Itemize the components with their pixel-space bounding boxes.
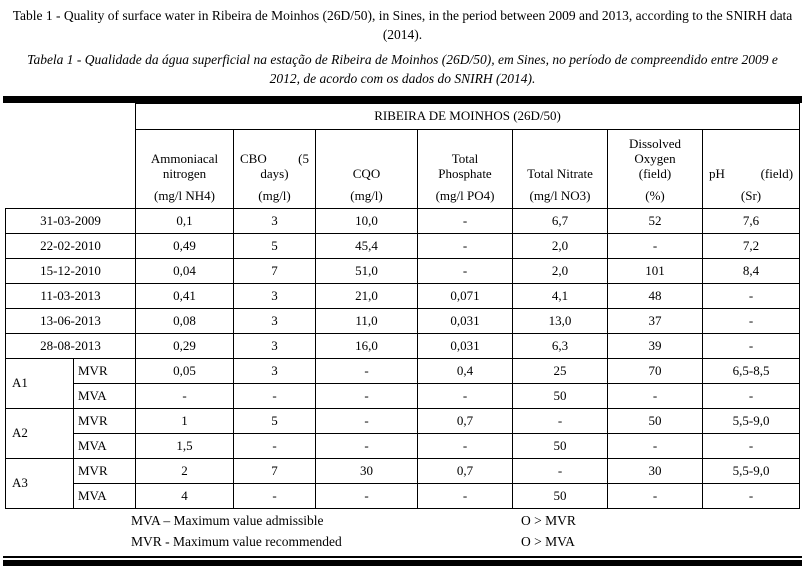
column-header-ammoniacal-nitrogen <box>136 129 234 208</box>
limit-type-cell: MVA <box>74 433 136 458</box>
table-row <box>6 458 800 483</box>
value-cell-cbo: 3 <box>234 358 316 383</box>
value-cell-ph: 7,6 <box>703 208 800 233</box>
value-cell-dissolved-oxygen: 50 <box>608 408 703 433</box>
value-cell-cqo: 51,0 <box>316 258 418 283</box>
column-unit: (mg/l NO3) <box>529 187 591 203</box>
value-cell-cbo: - <box>234 433 316 458</box>
value-cell-ph: - <box>703 383 800 408</box>
table-row <box>6 383 800 408</box>
value-cell-ph: 6,5-8,5 <box>703 358 800 383</box>
column-name: Ammoniacal nitrogen <box>150 150 219 182</box>
value-cell-cbo: 7 <box>234 258 316 283</box>
value-cell-ph: 8,4 <box>703 258 800 283</box>
value-cell-ammoniacal-nitrogen: 0,1 <box>136 208 234 233</box>
class-cell-a2: A2 <box>6 408 74 458</box>
table-top-rule <box>3 96 802 103</box>
class-cell-a1: A1 <box>6 358 74 408</box>
value-cell-total-nitrate: 50 <box>513 483 608 508</box>
value-cell-total-nitrate: 25 <box>513 358 608 383</box>
value-cell-ph: 5,5-9,0 <box>703 458 800 483</box>
value-cell-ammoniacal-nitrogen: 4 <box>136 483 234 508</box>
bottom-thin-line <box>3 556 802 558</box>
value-cell-total-phosphate: 0,031 <box>418 333 513 358</box>
value-cell-ammoniacal-nitrogen: 0,49 <box>136 233 234 258</box>
value-cell-ammoniacal-nitrogen: 0,29 <box>136 333 234 358</box>
table-row <box>6 433 800 458</box>
value-cell-total-phosphate: - <box>418 208 513 233</box>
column-header-ph <box>703 129 800 208</box>
value-cell-cbo: 3 <box>234 283 316 308</box>
value-cell-dissolved-oxygen: 70 <box>608 358 703 383</box>
column-header-cqo <box>316 129 418 208</box>
value-cell-ph: - <box>703 333 800 358</box>
value-cell-total-phosphate: 0,071 <box>418 283 513 308</box>
table-caption-english: Table 1 - Quality of surface water in Ribeira de Moinhos (26D/50), in Sines, in the period between 2009 and 2013, according to the SNIRH data (2014). <box>12 8 793 42</box>
date-cell: 13-06-2013 <box>6 308 136 333</box>
table-row <box>6 408 800 433</box>
value-cell-ph: - <box>703 483 800 508</box>
class-cell-a3: A3 <box>6 458 74 508</box>
value-cell-ammoniacal-nitrogen: 0,08 <box>136 308 234 333</box>
date-cell: 28-08-2013 <box>6 333 136 358</box>
value-cell-cqo: 45,4 <box>316 233 418 258</box>
value-cell-dissolved-oxygen: 37 <box>608 308 703 333</box>
date-cell: 22-02-2010 <box>6 233 136 258</box>
column-unit: (mg/l NH4) <box>153 187 216 203</box>
value-cell-total-nitrate: - <box>513 408 608 433</box>
value-cell-total-nitrate: 2,0 <box>513 233 608 258</box>
value-cell-dissolved-oxygen: - <box>608 233 703 258</box>
value-cell-cqo: 16,0 <box>316 333 418 358</box>
column-unit: (mg/l) <box>350 187 383 203</box>
value-cell-cbo: - <box>234 383 316 408</box>
date-cell: 11-03-2013 <box>6 283 136 308</box>
limit-type-cell: MVA <box>74 383 136 408</box>
value-cell-ammoniacal-nitrogen: 0,41 <box>136 283 234 308</box>
value-cell-cqo: 11,0 <box>316 308 418 333</box>
column-name: Total Nitrate <box>527 166 593 182</box>
value-cell-cbo: 3 <box>234 208 316 233</box>
value-cell-ammoniacal-nitrogen: - <box>136 383 234 408</box>
value-cell-total-nitrate: 4,1 <box>513 283 608 308</box>
value-cell-total-nitrate: 6,7 <box>513 208 608 233</box>
value-cell-dissolved-oxygen: - <box>608 383 703 408</box>
value-cell-cbo: 7 <box>234 458 316 483</box>
value-cell-dissolved-oxygen: 48 <box>608 283 703 308</box>
station-header-cell: RIBEIRA DE MOINHOS (26D/50) <box>136 103 800 129</box>
value-cell-total-phosphate: 0,7 <box>418 458 513 483</box>
value-cell-dissolved-oxygen: 39 <box>608 333 703 358</box>
value-cell-ph: - <box>703 433 800 458</box>
value-cell-cqo: - <box>316 408 418 433</box>
station-header-row <box>6 103 800 129</box>
column-name: Dissolved Oxygen (field) <box>629 135 681 182</box>
column-header-cbo <box>234 129 316 208</box>
limit-type-cell: MVA <box>74 483 136 508</box>
legend-oxygen-mva: O > MVA <box>521 533 575 549</box>
value-cell-dissolved-oxygen: - <box>608 433 703 458</box>
value-cell-total-nitrate: - <box>513 458 608 483</box>
table-caption-portuguese: Tabela 1 - Qualidade da água superficial na estação de Ribeira de Moinhos (26D/50), em Sines, no período de compreendido entre 2009 e 2012, de acordo com os dados do SNIRH (2014). <box>27 51 778 87</box>
table-row <box>6 308 800 333</box>
table-bottom-rule <box>3 556 802 566</box>
value-cell-ammoniacal-nitrogen: 0,05 <box>136 358 234 383</box>
value-cell-cqo: - <box>316 483 418 508</box>
table-row <box>6 358 800 383</box>
value-cell-total-phosphate: - <box>418 483 513 508</box>
value-cell-cbo: 3 <box>234 308 316 333</box>
value-cell-ammoniacal-nitrogen: 1,5 <box>136 433 234 458</box>
value-cell-total-nitrate: 50 <box>513 433 608 458</box>
value-cell-ph: - <box>703 283 800 308</box>
value-cell-ammoniacal-nitrogen: 0,04 <box>136 258 234 283</box>
value-cell-total-phosphate: - <box>418 233 513 258</box>
date-cell: 15-12-2010 <box>6 258 136 283</box>
column-header-dissolved-oxygen <box>608 129 703 208</box>
table-row <box>6 233 800 258</box>
value-cell-cqo: 30 <box>316 458 418 483</box>
value-cell-ph: 5,5-9,0 <box>703 408 800 433</box>
water-quality-table <box>5 103 800 509</box>
legend-oxygen-mvr: O > MVR <box>521 512 576 528</box>
value-cell-dissolved-oxygen: 52 <box>608 208 703 233</box>
value-cell-total-nitrate: 2,0 <box>513 258 608 283</box>
value-cell-cbo: 3 <box>234 333 316 358</box>
column-name: pH (field) <box>709 166 794 182</box>
value-cell-dissolved-oxygen: 101 <box>608 258 703 283</box>
value-cell-dissolved-oxygen: - <box>608 483 703 508</box>
column-header-total-phosphate <box>418 129 513 208</box>
value-cell-cqo: - <box>316 433 418 458</box>
table-row <box>6 333 800 358</box>
column-header-total-nitrate <box>513 129 608 208</box>
column-unit: (%) <box>645 187 665 203</box>
date-cell: 31-03-2009 <box>6 208 136 233</box>
table-row <box>6 483 800 508</box>
value-cell-ammoniacal-nitrogen: 2 <box>136 458 234 483</box>
value-cell-total-phosphate: 0,031 <box>418 308 513 333</box>
value-cell-total-nitrate: 50 <box>513 383 608 408</box>
value-cell-ammoniacal-nitrogen: 1 <box>136 408 234 433</box>
column-unit: (Sr) <box>740 187 762 203</box>
value-cell-total-phosphate: 0,4 <box>418 358 513 383</box>
table-row <box>6 258 800 283</box>
corner-blank-cell <box>6 103 136 208</box>
column-name: Total Phosphate <box>438 150 492 182</box>
value-cell-cbo: 5 <box>234 408 316 433</box>
bottom-thick-line <box>3 560 802 566</box>
table-row <box>6 283 800 308</box>
value-cell-ph: - <box>703 308 800 333</box>
value-cell-total-nitrate: 13,0 <box>513 308 608 333</box>
column-unit: (mg/l PO4) <box>435 187 495 203</box>
table-row <box>6 208 800 233</box>
value-cell-total-phosphate: - <box>418 433 513 458</box>
value-cell-total-phosphate: 0,7 <box>418 408 513 433</box>
legend <box>0 513 805 555</box>
column-name: CQO <box>352 166 381 182</box>
value-cell-dissolved-oxygen: 30 <box>608 458 703 483</box>
value-cell-cqo: - <box>316 358 418 383</box>
limit-type-cell: MVR <box>74 408 136 433</box>
value-cell-cqo: - <box>316 383 418 408</box>
value-cell-total-phosphate: - <box>418 383 513 408</box>
value-cell-cbo: - <box>234 483 316 508</box>
limit-type-cell: MVR <box>74 458 136 483</box>
value-cell-cqo: 21,0 <box>316 283 418 308</box>
column-unit: (mg/l) <box>258 187 291 203</box>
value-cell-total-nitrate: 6,3 <box>513 333 608 358</box>
value-cell-cqo: 10,0 <box>316 208 418 233</box>
value-cell-ph: 7,2 <box>703 233 800 258</box>
value-cell-cbo: 5 <box>234 233 316 258</box>
legend-mva-definition: MVA – Maximum value admissible <box>131 512 324 528</box>
legend-row <box>0 534 805 555</box>
limit-type-cell: MVR <box>74 358 136 383</box>
legend-row <box>0 513 805 534</box>
column-name: CBO (5 days) <box>240 150 309 182</box>
value-cell-total-phosphate: - <box>418 258 513 283</box>
legend-mvr-definition: MVR - Maximum value recommended <box>131 533 342 549</box>
